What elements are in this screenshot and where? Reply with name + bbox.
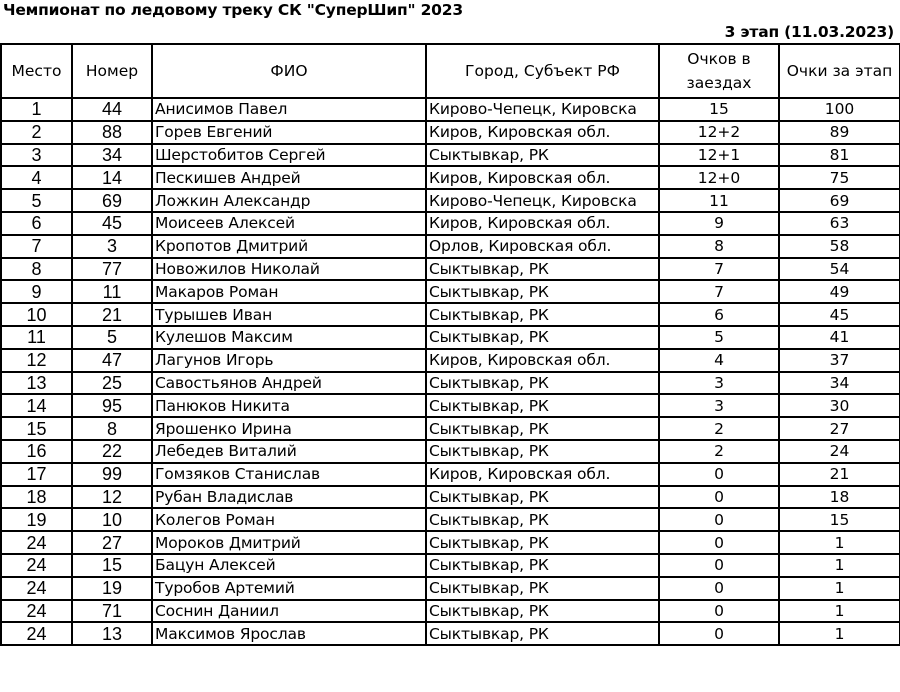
table-row [1, 212, 900, 235]
table-row [1, 622, 900, 645]
cell-place: 15 [1, 417, 72, 440]
cell-heat-points: 12+0 [659, 166, 779, 189]
table-row [1, 417, 900, 440]
cell-heat-points: 15 [659, 98, 779, 121]
cell-city: Сыктывкар, РК [426, 531, 659, 554]
cell-stage-points: 75 [779, 166, 900, 189]
table-header-row [1, 44, 900, 98]
cell-stage-points: 100 [779, 98, 900, 121]
cell-heat-points: 7 [659, 258, 779, 281]
cell-place: 24 [1, 554, 72, 577]
cell-number: 8 [72, 417, 152, 440]
table-row [1, 486, 900, 509]
cell-name: Моисеев Алексей [152, 212, 426, 235]
table-row [1, 577, 900, 600]
cell-heat-points: 2 [659, 417, 779, 440]
cell-name: Кулешов Максим [152, 326, 426, 349]
cell-number: 25 [72, 372, 152, 395]
cell-place: 6 [1, 212, 72, 235]
cell-city: Киров, Кировская обл. [426, 349, 659, 372]
cell-name: Кропотов Дмитрий [152, 235, 426, 258]
cell-heat-points: 8 [659, 235, 779, 258]
cell-city: Киров, Кировская обл. [426, 463, 659, 486]
cell-number: 3 [72, 235, 152, 258]
cell-number: 71 [72, 600, 152, 623]
cell-city: Сыктывкар, РК [426, 486, 659, 509]
cell-name: Турышев Иван [152, 303, 426, 326]
cell-place: 19 [1, 508, 72, 531]
cell-stage-points: 30 [779, 394, 900, 417]
cell-city: Сыктывкар, РК [426, 280, 659, 303]
cell-stage-points: 34 [779, 372, 900, 395]
header-name: ФИО [152, 44, 426, 98]
cell-number: 12 [72, 486, 152, 509]
cell-number: 99 [72, 463, 152, 486]
cell-stage-points: 41 [779, 326, 900, 349]
cell-name: Ярошенко Ирина [152, 417, 426, 440]
table-row [1, 280, 900, 303]
cell-city: Кирово-Чепецк, Кировска [426, 189, 659, 212]
cell-place: 24 [1, 622, 72, 645]
cell-place: 3 [1, 144, 72, 167]
table-row [1, 372, 900, 395]
cell-name: Бацун Алексей [152, 554, 426, 577]
cell-heat-points: 7 [659, 280, 779, 303]
cell-number: 14 [72, 166, 152, 189]
cell-place: 1 [1, 98, 72, 121]
cell-number: 27 [72, 531, 152, 554]
table-row [1, 166, 900, 189]
cell-heat-points: 0 [659, 577, 779, 600]
cell-place: 16 [1, 440, 72, 463]
cell-heat-points: 0 [659, 531, 779, 554]
cell-number: 10 [72, 508, 152, 531]
cell-name: Максимов Ярослав [152, 622, 426, 645]
table-row [1, 303, 900, 326]
cell-name: Савостьянов Андрей [152, 372, 426, 395]
cell-heat-points: 0 [659, 486, 779, 509]
cell-number: 5 [72, 326, 152, 349]
cell-stage-points: 58 [779, 235, 900, 258]
cell-name: Лебедев Виталий [152, 440, 426, 463]
cell-city: Сыктывкар, РК [426, 258, 659, 281]
cell-name: Анисимов Павел [152, 98, 426, 121]
cell-stage-points: 54 [779, 258, 900, 281]
cell-number: 88 [72, 121, 152, 144]
cell-number: 15 [72, 554, 152, 577]
cell-heat-points: 4 [659, 349, 779, 372]
cell-city: Сыктывкар, РК [426, 440, 659, 463]
cell-name: Горев Евгений [152, 121, 426, 144]
cell-number: 22 [72, 440, 152, 463]
header-place: Место [1, 44, 72, 98]
cell-city: Сыктывкар, РК [426, 372, 659, 395]
header-heat-points: Очков в заездах [659, 44, 779, 98]
cell-place: 4 [1, 166, 72, 189]
table-row [1, 258, 900, 281]
cell-heat-points: 0 [659, 508, 779, 531]
cell-stage-points: 89 [779, 121, 900, 144]
cell-name: Ложкин Александр [152, 189, 426, 212]
cell-number: 34 [72, 144, 152, 167]
cell-city: Сыктывкар, РК [426, 394, 659, 417]
stage-label: 3 этап (11.03.2023) [724, 23, 894, 41]
cell-heat-points: 12+1 [659, 144, 779, 167]
cell-heat-points: 12+2 [659, 121, 779, 144]
cell-stage-points: 45 [779, 303, 900, 326]
cell-name: Колегов Роман [152, 508, 426, 531]
header-stage-points: Очки за этап [779, 44, 900, 98]
cell-city: Сыктывкар, РК [426, 622, 659, 645]
cell-place: 2 [1, 121, 72, 144]
cell-heat-points: 3 [659, 394, 779, 417]
table-row [1, 508, 900, 531]
cell-place: 7 [1, 235, 72, 258]
cell-place: 10 [1, 303, 72, 326]
cell-stage-points: 27 [779, 417, 900, 440]
cell-stage-points: 37 [779, 349, 900, 372]
table-row [1, 326, 900, 349]
cell-heat-points: 6 [659, 303, 779, 326]
cell-city: Сыктывкар, РК [426, 577, 659, 600]
cell-place: 24 [1, 531, 72, 554]
cell-name: Лагунов Игорь [152, 349, 426, 372]
header-city: Город, Субъект РФ [426, 44, 659, 98]
table-row [1, 189, 900, 212]
cell-heat-points: 11 [659, 189, 779, 212]
table-row [1, 440, 900, 463]
cell-stage-points: 18 [779, 486, 900, 509]
cell-number: 19 [72, 577, 152, 600]
cell-place: 17 [1, 463, 72, 486]
cell-city: Киров, Кировская обл. [426, 121, 659, 144]
cell-number: 11 [72, 280, 152, 303]
cell-name: Панюков Никита [152, 394, 426, 417]
table-row [1, 394, 900, 417]
cell-number: 47 [72, 349, 152, 372]
cell-name: Шерстобитов Сергей [152, 144, 426, 167]
cell-place: 9 [1, 280, 72, 303]
cell-place: 14 [1, 394, 72, 417]
cell-place: 12 [1, 349, 72, 372]
cell-stage-points: 1 [779, 600, 900, 623]
cell-city: Сыктывкар, РК [426, 554, 659, 577]
cell-name: Туробов Артемий [152, 577, 426, 600]
cell-city: Орлов, Кировская обл. [426, 235, 659, 258]
cell-place: 5 [1, 189, 72, 212]
cell-number: 21 [72, 303, 152, 326]
cell-heat-points: 0 [659, 463, 779, 486]
table-row [1, 121, 900, 144]
cell-name: Новожилов Николай [152, 258, 426, 281]
cell-stage-points: 49 [779, 280, 900, 303]
table-row [1, 600, 900, 623]
cell-city: Сыктывкар, РК [426, 326, 659, 349]
results-table [0, 43, 900, 646]
cell-number: 77 [72, 258, 152, 281]
header-number: Номер [72, 44, 152, 98]
cell-heat-points: 3 [659, 372, 779, 395]
cell-place: 11 [1, 326, 72, 349]
cell-city: Сыктывкар, РК [426, 600, 659, 623]
cell-stage-points: 81 [779, 144, 900, 167]
table-row [1, 531, 900, 554]
cell-stage-points: 15 [779, 508, 900, 531]
cell-city: Киров, Кировская обл. [426, 212, 659, 235]
cell-name: Макаров Роман [152, 280, 426, 303]
cell-stage-points: 1 [779, 554, 900, 577]
cell-city: Сыктывкар, РК [426, 417, 659, 440]
cell-stage-points: 1 [779, 577, 900, 600]
cell-city: Киров, Кировская обл. [426, 166, 659, 189]
cell-city: Сыктывкар, РК [426, 508, 659, 531]
cell-place: 24 [1, 577, 72, 600]
table-row [1, 349, 900, 372]
document-title: Чемпионат по ледовому треку СК "СуперШип" 2023 [3, 1, 463, 19]
cell-name: Соснин Даниил [152, 600, 426, 623]
cell-heat-points: 0 [659, 600, 779, 623]
cell-number: 13 [72, 622, 152, 645]
cell-city: Кирово-Чепецк, Кировска [426, 98, 659, 121]
cell-heat-points: 9 [659, 212, 779, 235]
cell-heat-points: 2 [659, 440, 779, 463]
cell-stage-points: 1 [779, 622, 900, 645]
cell-stage-points: 21 [779, 463, 900, 486]
cell-place: 24 [1, 600, 72, 623]
table-row [1, 98, 900, 121]
cell-heat-points: 0 [659, 554, 779, 577]
cell-city: Сыктывкар, РК [426, 144, 659, 167]
cell-stage-points: 1 [779, 531, 900, 554]
cell-place: 8 [1, 258, 72, 281]
cell-number: 45 [72, 212, 152, 235]
cell-number: 69 [72, 189, 152, 212]
cell-number: 95 [72, 394, 152, 417]
table-row [1, 554, 900, 577]
cell-name: Мороков Дмитрий [152, 531, 426, 554]
table-row [1, 144, 900, 167]
table-row [1, 235, 900, 258]
table-row [1, 463, 900, 486]
cell-place: 18 [1, 486, 72, 509]
cell-number: 44 [72, 98, 152, 121]
cell-name: Пескишев Андрей [152, 166, 426, 189]
cell-stage-points: 69 [779, 189, 900, 212]
cell-stage-points: 63 [779, 212, 900, 235]
cell-name: Гомзяков Станислав [152, 463, 426, 486]
cell-name: Рубан Владислав [152, 486, 426, 509]
cell-heat-points: 5 [659, 326, 779, 349]
cell-city: Сыктывкар, РК [426, 303, 659, 326]
cell-stage-points: 24 [779, 440, 900, 463]
cell-heat-points: 0 [659, 622, 779, 645]
cell-place: 13 [1, 372, 72, 395]
